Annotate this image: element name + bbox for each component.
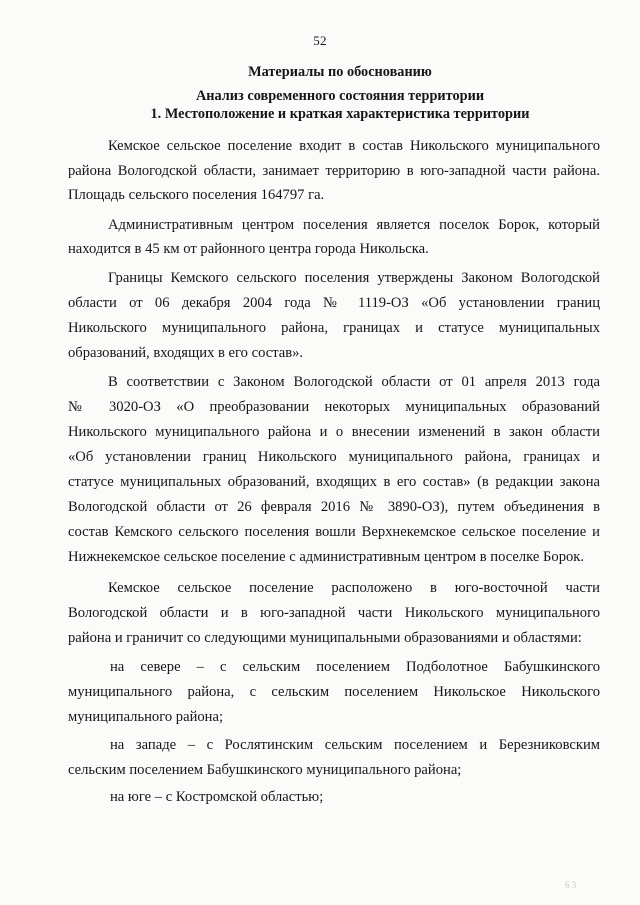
text-line: сельским поселением Бабушкинского муниципального района; [68, 762, 462, 778]
text-line: района и граничит со следующими муниципальными образованиями и областями: [68, 630, 582, 646]
page-number: 52 [313, 33, 327, 48]
text-line: муниципального района, с сельским поселением Никольское Никольского [68, 684, 600, 700]
text-line: Никольского муниципального района и о внесении изменений в закон области [68, 424, 600, 440]
text-line: Вологодской области от 26 февраля 2016 № 3890-ОЗ), путем объединения в [68, 499, 600, 515]
text-line: муниципального района; [68, 709, 224, 725]
heading-analysis: Анализ современного состояния территории [195, 88, 485, 104]
text-line: области от 06 декабря 2004 года № 1119-ОЗ «Об установлении границ [68, 295, 600, 311]
text-line: № 3020-ОЗ «О преобразовании некоторых муниципальных образований [68, 399, 600, 415]
text-line: «Об установлении границ Никольского муниципального района, границах и [68, 449, 600, 465]
text-line: Вологодской области и в юго-западной части Никольского муниципального [68, 605, 600, 621]
text-line: на юге – с Костромской областью; [110, 789, 324, 805]
text-line: на севере – с сельским поселением Подболотное Бабушкинского [110, 659, 600, 675]
text-line: района Вологодской области, занимает территорию в юго-западной части района. [68, 163, 600, 179]
section-title: 1. Местоположение и краткая характеристика территории [150, 106, 530, 122]
heading-materials: Материалы по обоснованию [248, 64, 432, 80]
text-line: Никольского муниципального района, границах и статусе муниципальных [68, 320, 600, 336]
text-line: находится в 45 км от районного центра города Никольска. [68, 241, 429, 257]
text-line: на западе – с Рослятинским сельским поселением и Березниковским [110, 737, 600, 753]
text-line: Площадь сельского поселения 164797 га. [68, 187, 325, 203]
text-line: Административным центром поселения является поселок Борок, который [108, 217, 600, 233]
text-line: образований, входящих в его состав». [68, 345, 304, 361]
text-line: Границы Кемского сельского поселения утверждены Законом Вологодской [108, 270, 600, 286]
text-line: Кемское сельское поселение входит в состав Никольского муниципального [108, 138, 600, 154]
text-line: состав Кемского сельского поселения вошли Верхнекемское сельское поселение и [68, 524, 600, 540]
margin-mark: 6 3 [565, 880, 577, 890]
text-line: Кемское сельское поселение расположено в юго-восточной части [108, 580, 600, 596]
text-line: Нижнекемское сельское поселение с административным центром в поселке Борок. [68, 549, 585, 565]
text-line: В соответствии с Законом Вологодской области от 01 апреля 2013 года [108, 374, 600, 390]
text-line: статусе муниципальных образований, входящих в его состав» (в редакции закона [68, 474, 600, 490]
